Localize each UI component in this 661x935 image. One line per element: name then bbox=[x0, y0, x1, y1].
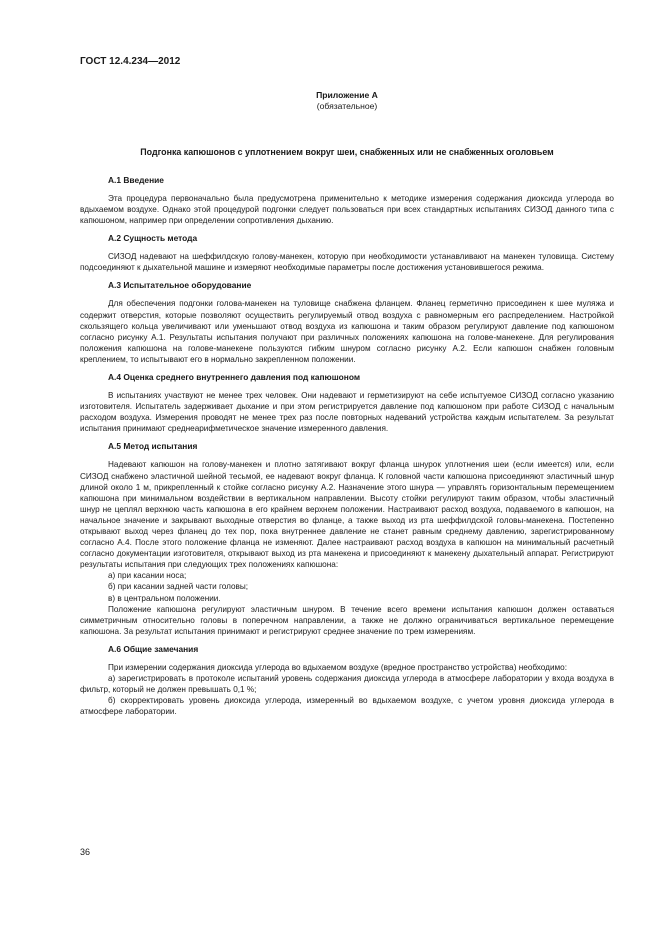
section-a3-heading: А.3 Испытательное оборудование bbox=[108, 280, 252, 291]
list-item: в) в центральном положении. bbox=[108, 593, 221, 603]
section-a6-heading: А.6 Общие замечания bbox=[108, 643, 199, 654]
section-a1-paragraph: Эта процедура первоначально была предусмотрена применительно к методике измерения содержания диоксида углерода во вдыхаемом воздухе. Однако этой процедурой подгонки следует пользоваться при всех стандартных испытаниях СИЗОД данного типа с капюшоном, например при определении сопротивления дыханию. bbox=[80, 194, 614, 226]
standard-header: ГОСТ 12.4.234—2012 bbox=[80, 56, 181, 67]
list-item: а) при касании носа; bbox=[108, 571, 187, 581]
section-a4-heading: А.4 Оценка среднего внутреннего давления под капюшоном bbox=[108, 372, 361, 383]
section-a6-paragraph-1: При измерении содержания диоксида углерода во вдыхаемом воздухе (вредное пространство устройства) необходимо: bbox=[108, 662, 567, 672]
section-a4-paragraph: В испытаниях участвуют не менее трех человек. Они надевают и герметизируют на себе испытуемое СИЗОД согласно указанию изготовителя. Испытатель задерживает дыхание и при этом регистрируется давление под капюшоном при работе СИЗОД с начальным расходом воздуха. Измерения проводят не менее трех раз после повторных надеваний устройства каждым испытателем. За результат испытания принимают среднеарифметическое значение измеренного давления. bbox=[80, 391, 614, 434]
appendix-title: Приложение А bbox=[316, 90, 378, 100]
section-a5-heading: А.5 Метод испытания bbox=[108, 441, 198, 452]
section-a4 bbox=[80, 372, 614, 434]
hood-positions-list bbox=[80, 570, 614, 603]
section-a2-heading: А.2 Сущность метода bbox=[108, 233, 198, 244]
section-a2 bbox=[80, 233, 614, 273]
page-number: 36 bbox=[80, 847, 91, 857]
section-a1 bbox=[80, 175, 614, 226]
section-a6 bbox=[80, 644, 614, 717]
main-title: Подгонка капюшонов с уплотнением вокруг шеи, снабженных или не снабженных оголовьем bbox=[140, 147, 554, 157]
section-a5 bbox=[80, 441, 614, 637]
document-page bbox=[80, 56, 614, 717]
section-a6-paragraph-2: а) зарегистрировать в протоколе испытаний уровень содержания диоксида углерода в атмосфере лаборатории у входа воздуха в фильтр, который не должен превышать 0,1 %; bbox=[80, 674, 614, 695]
section-a5-paragraph-1: Надевают капюшон на голову-манекен и плотно затягивают вокруг фланца шнурок уплотнения шеи (если имеется) или, если СИЗОД снабжено эластичной шейной тесьмой, ее надевают вокруг фланца. К головной части капюшона присоединяют эластичный шнур длиной около 1 м, прикрепленный к стойке согласно рисунку А.2. Назначение этого шнура — управлять горизонтальным перемещением капюшона при минимальном воздействии в вертикальном направлении. Высоту стойки регулируют таким образом, чтобы эластичный шнур не цеплял верхнюю часть капюшона в его крайнем верхнем положении. Настраивают расход воздуха, подаваемого в капюшон, на начальное значение и закрывают выходные отверстия во фланце, а также выход из рта шеффилдской головы-манекена. Постепенно открывают выход через фланец до тех пор, пока внутреннее давление не станет равным среднему давлению, зарегистрированному согласно А.4. После этого положение фланца не изменяют. Далее настраивают расход воздуха в капюшон на минимальный расчетный согласно документации изготовителя, открывают выход из рта манекена и присоединяют к манекену дыхательный аппарат. Регистрируют результаты испытания при следующих трех положениях капюшона: bbox=[80, 460, 614, 570]
section-a3 bbox=[80, 280, 614, 365]
section-a6-paragraph-3: б) скорректировать уровень диоксида углерода, измеренный во вдыхаемом воздухе, с учетом уровня диоксида углерода в атмосфере лаборатории. bbox=[80, 696, 614, 717]
section-a2-paragraph: СИЗОД надевают на шеффилдскую голову-манекен, которую при необходимости устанавливают на манекен туловища. Систему подсоединяют к дыхательной машине и измеряют необходимые параметры после достижения установившегося режима. bbox=[80, 252, 614, 273]
appendix-subtitle: (обязательное) bbox=[316, 101, 378, 111]
section-a1-heading: А.1 Введение bbox=[108, 175, 164, 185]
section-a5-paragraph-2: Положение капюшона регулируют эластичным шнуром. В течение всего времени испытания капюшон должен оставаться симметричным относительно головы в поперечном направлении, а также не должно ограничиваться вертикальное перемещение капюшона. За результат испытания принимают и регистрируют среднее значение по трем измерениям. bbox=[80, 604, 614, 636]
list-item: б) при касании задней части головы; bbox=[108, 582, 249, 592]
section-a3-paragraph: Для обеспечения подгонки голова-манекен на туловище снабжена фланцем. Фланец герметично присоединен к шее муляжа и содержит отверстия, которые позволяют осуществить регулируемый отвод воздуха с равномерным его распределением. Настройкой скользящего кольца увеличивают или уменьшают отвод воздуха из капюшона и таким образом регулируют давление под капюшоном согласно рисунку А.1. Результаты испытания получают при различных положениях капюшона на голове-манекене. Для регулирования положения капюшона на голове-манекене пользуются гибким шнуром согласно рисунку А.2. Если капюшон снабжен головным креплением, то испытывают его в нормально закрепленном положении. bbox=[80, 299, 614, 364]
